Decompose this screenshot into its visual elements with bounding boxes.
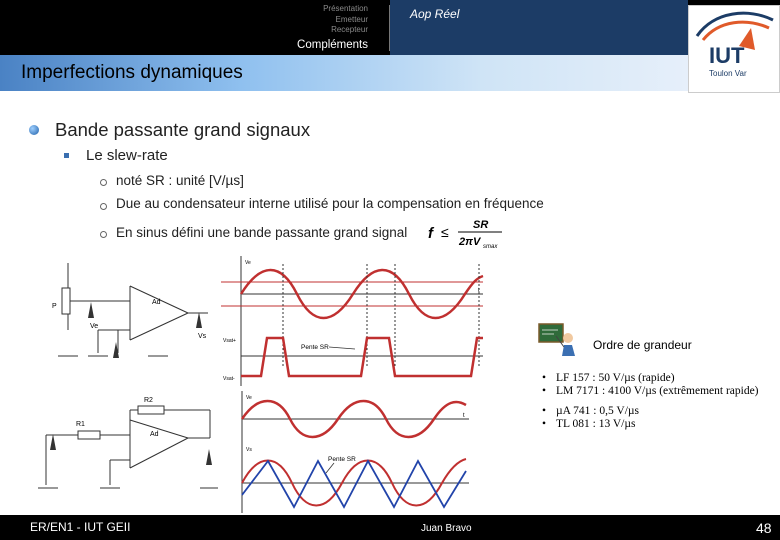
course-title: Aop Réel <box>410 7 460 21</box>
circle-bullet-icon <box>100 231 107 238</box>
page-number: 48 <box>756 520 772 536</box>
label-pente-sr: Pente SR <box>301 344 329 351</box>
nav-item-recepteur[interactable]: Recepteur <box>331 25 368 34</box>
label-ve-plot: Ve <box>245 260 251 266</box>
sub-bullet-3: En sinus défini une bande passante grand signal <box>116 225 408 240</box>
label-ad: Ad <box>152 299 161 306</box>
bullet-level1: Bande passante grand signaux <box>55 119 311 140</box>
square-bullet-icon <box>64 153 69 158</box>
sub-bullet-1: noté SR : unité [V/µs] <box>116 173 244 188</box>
label-ve-plot-2: Ve <box>246 395 252 401</box>
footer-course: ER/EN1 - IUT GEII <box>30 520 131 534</box>
label-ad-2: Ad <box>150 431 159 438</box>
amplifier-waveform <box>234 391 474 513</box>
sub-bullet-2: Due au condensateur interne utilisé pour la compensation en fréquence <box>116 196 544 211</box>
teacher-clipart <box>538 322 578 356</box>
logo-text: IUT <box>709 43 745 68</box>
formula-denominator-sub: smax <box>483 244 498 250</box>
label-ve: Ve <box>90 323 99 330</box>
nav-item-emetteur[interactable]: Emetteur <box>335 14 368 24</box>
label-pente-sr-2: Pente SR <box>328 456 356 463</box>
bullet-icon <box>29 125 39 135</box>
formula-lhs: f <box>428 225 433 242</box>
nav-item-complements[interactable]: Compléments <box>297 38 368 51</box>
label-vs-plot-2: Vs <box>246 447 252 453</box>
logo-subtext: Toulon Var <box>709 69 747 78</box>
iut-logo <box>688 5 780 93</box>
label-r1: R1 <box>76 421 85 428</box>
order-of-magnitude-heading: Ordre de grandeur <box>593 338 692 352</box>
bullet-level2: Le slew-rate <box>86 147 168 164</box>
circle-bullet-icon <box>100 203 107 210</box>
label-vs: Vs <box>198 333 207 340</box>
formula-numerator: SR <box>473 219 489 231</box>
footer-author: Juan Bravo <box>421 523 472 534</box>
slide-title: Imperfections dynamiques <box>21 62 243 83</box>
list-item: • LM 7171 : 4100 V/µs (extrêmement rapide) <box>542 384 759 397</box>
amplifier-circuit <box>38 390 218 500</box>
bandwidth-formula <box>426 216 506 250</box>
section-nav <box>297 4 368 53</box>
circle-bullet-icon <box>100 179 107 186</box>
label-vsat-pos: Vsat+ <box>223 338 236 344</box>
label-t-2: t <box>463 413 465 419</box>
list-item: • TL 081 : 13 V/µs <box>542 417 636 430</box>
label-vsat-neg: Vsat- <box>223 376 235 382</box>
nav-item-presentation[interactable]: Présentation <box>323 4 368 13</box>
comparator-circuit <box>38 258 218 368</box>
label-p: P <box>52 303 57 310</box>
label-t: t <box>478 288 480 294</box>
slew-rate-examples <box>542 372 759 430</box>
formula-denominator: 2πV <box>459 236 481 248</box>
formula-relation: ≤ <box>441 224 449 240</box>
list-item: • µA 741 : 0,5 V/µs <box>542 405 640 417</box>
label-r2: R2 <box>144 397 153 404</box>
comparator-waveform <box>221 256 491 386</box>
list-item: • LF 157 : 50 V/µs (rapide) <box>542 372 675 384</box>
